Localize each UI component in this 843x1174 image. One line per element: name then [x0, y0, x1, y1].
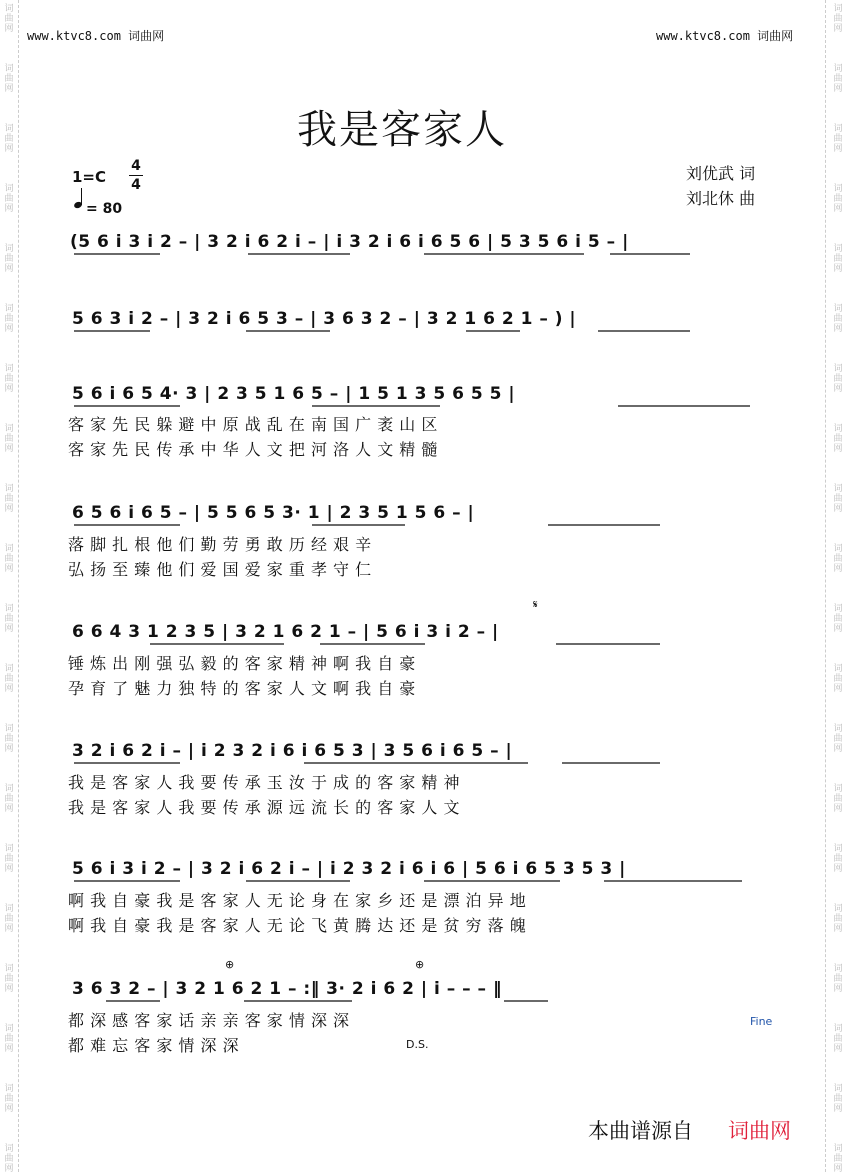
system-1-notes: (5 6 i 3 i 2 – | 3 2 i 6 2 i – | i 3 2 i 6 i 6 5 6 | 5 3 5 6 i 5 – | [70, 232, 629, 252]
watermark-glyph: 词曲网 [4, 424, 14, 454]
watermark-glyph: 词曲网 [4, 904, 14, 934]
watermark-glyph: 词曲网 [833, 1084, 843, 1114]
watermark-glyph: 词曲网 [4, 724, 14, 754]
watermark-glyph: 词曲网 [4, 604, 14, 634]
watermark-glyph: 词曲网 [833, 304, 843, 334]
watermark-glyph: 词曲网 [4, 364, 14, 394]
watermark-glyph: 词曲网 [4, 784, 14, 814]
system-7-lyrics-verse1: 啊 我 自 豪 我 是 客 家 人 无 论 身 在 家 乡 还 是 漂 泊 异 地 [68, 891, 527, 910]
fine-marker: Fine [750, 1015, 773, 1028]
watermark-glyph: 词曲网 [4, 244, 14, 274]
watermark-glyph: 词曲网 [833, 184, 843, 214]
system-4-lyrics-verse1: 落 脚 扎 根 他 们 勤 劳 勇 敢 历 经 艰 辛 [68, 535, 372, 554]
system-8-lyrics-verse2: 都 难 忘 客 家 情 深 深 [68, 1036, 240, 1055]
watermark-glyph: 词曲网 [833, 1024, 843, 1054]
system-3-notes: 5 6 i 6 5 4· 3 | 2 3 5 1 6 5 – | 1 5 1 3 5 6 5 5 | [72, 384, 516, 404]
watermark-glyph: 词曲网 [833, 364, 843, 394]
time-top: 4 [131, 158, 141, 174]
system-7-lyrics-verse2: 啊 我 自 豪 我 是 客 家 人 无 论 飞 黄 腾 达 还 是 贫 穷 落 魄 [68, 916, 527, 935]
watermark-glyph: 词曲网 [833, 4, 843, 34]
song-title: 我是客家人 [297, 107, 507, 153]
watermark-glyph: 词曲网 [4, 64, 14, 94]
system-3-lyrics-verse1: 客 家 先 民 躲 避 中 原 战 乱 在 南 国 广 袤 山 区 [68, 415, 438, 434]
watermark-glyph: 词曲网 [833, 64, 843, 94]
watermark-glyph: 词曲网 [4, 184, 14, 214]
watermark-glyph: 词曲网 [4, 1024, 14, 1054]
system-5-notes: 6 6 4 3 1 2 3 5 | 3 2 1 6 2 1 – | 5 6 i 3 i 2 – | [72, 622, 499, 642]
ds-marker: D.S. [406, 1038, 429, 1051]
system-7-notes: 5 6 i 3 i 2 – | 3 2 i 6 2 i – | i 2 3 2 i 6 i 6 | 5 6 i 6 5 3 5 3 | [72, 859, 626, 879]
coda-marker-2: ⊕ [415, 958, 425, 971]
right-watermark-strip [825, 0, 843, 1172]
watermark-glyph: 词曲网 [833, 964, 843, 994]
watermark-glyph: 词曲网 [4, 1144, 14, 1174]
watermark-glyph: 词曲网 [4, 844, 14, 874]
segno-marker: 𝄋 [533, 598, 538, 611]
quarter-note-head-icon [73, 201, 83, 209]
source-site-link[interactable]: 词曲网 [728, 1119, 791, 1143]
watermark-glyph: 词曲网 [4, 664, 14, 694]
site-link-right[interactable]: www.ktvc8.com 词曲网 [656, 29, 794, 43]
system-3-lyrics-verse2: 客 家 先 民 传 承 中 华 人 文 把 河 洛 人 文 精 髓 [68, 440, 438, 459]
source-label: 本曲谱源自 [588, 1119, 693, 1143]
system-2-notes: 5 6 3 i 2 – | 3 2 i 6 5 3 – | 3 6 3 2 – | 3 2 1 6 2 1 – ) | [72, 309, 577, 329]
watermark-glyph: 词曲网 [833, 544, 843, 574]
time-bottom: 4 [131, 177, 141, 193]
watermark-glyph: 词曲网 [833, 1144, 843, 1174]
time-signature [129, 158, 143, 193]
watermark-glyph: 词曲网 [4, 124, 14, 154]
system-8-notes: 3 6 3 2 – | 3 2 1 6 2 1 – :‖ 3· 2 i 6 2 | i – – – ‖ [72, 979, 502, 999]
watermark-glyph: 词曲网 [4, 964, 14, 994]
watermark-glyph: 词曲网 [4, 304, 14, 334]
system-4-notes: 6 5 6 i 6 5 – | 5 5 6 5 3· 1 | 2 3 5 1 5 6 – | [72, 503, 475, 523]
system-6-lyrics-verse1: 我 是 客 家 人 我 要 传 承 玉 汝 于 成 的 客 家 精 神 [68, 773, 460, 792]
watermark-glyph: 词曲网 [4, 544, 14, 574]
watermark-glyph: 词曲网 [833, 724, 843, 754]
key-signature: 1=C [72, 168, 107, 186]
tempo-marking: = 80 [86, 201, 123, 217]
watermark-glyph: 词曲网 [833, 424, 843, 454]
watermark-glyph: 词曲网 [833, 844, 843, 874]
watermark-glyph: 词曲网 [833, 244, 843, 274]
system-6-notes: 3 2 i 6 2 i – | i 2 3 2 i 6 i 6 5 3 | 3 5 6 i 6 5 – | [72, 741, 513, 761]
lyricist-credit: 刘优武 词 [686, 164, 756, 183]
watermark-glyph: 词曲网 [4, 484, 14, 514]
left-watermark-strip [0, 0, 19, 1172]
system-5-lyrics-verse2: 孕 育 了 魅 力 独 特 的 客 家 人 文 啊 我 自 豪 [68, 679, 416, 698]
watermark-glyph: 词曲网 [833, 664, 843, 694]
coda-marker-1: ⊕ [225, 958, 235, 971]
watermark-glyph: 词曲网 [4, 1084, 14, 1114]
watermark-glyph: 词曲网 [833, 604, 843, 634]
system-5-lyrics-verse1: 锤 炼 出 刚 强 弘 毅 的 客 家 精 神 啊 我 自 豪 [68, 654, 416, 673]
watermark-glyph: 词曲网 [833, 784, 843, 814]
watermark-glyph: 词曲网 [833, 904, 843, 934]
site-link-left[interactable]: www.ktvc8.com 词曲网 [27, 29, 165, 43]
watermark-glyph: 词曲网 [833, 484, 843, 514]
composer-credit: 刘北休 曲 [686, 189, 756, 208]
system-4-lyrics-verse2: 弘 扬 至 臻 他 们 爱 国 爱 家 重 孝 守 仁 [68, 560, 372, 579]
system-8-lyrics-verse1: 都 深 感 客 家 话 亲 亲 客 家 情 深 深 [68, 1011, 350, 1030]
watermark-glyph: 词曲网 [833, 124, 843, 154]
watermark-glyph: 词曲网 [4, 4, 14, 34]
system-6-lyrics-verse2: 我 是 客 家 人 我 要 传 承 源 远 流 长 的 客 家 人 文 [68, 798, 460, 817]
